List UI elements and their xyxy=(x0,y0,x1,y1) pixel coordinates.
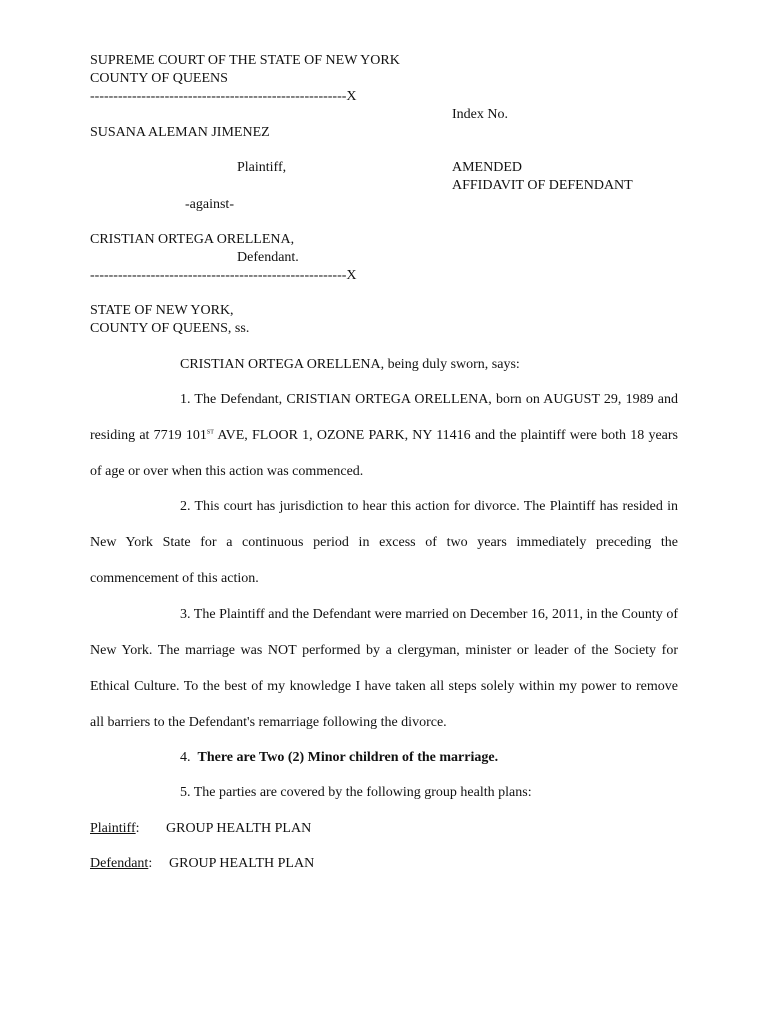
affiant-intro: CRISTIAN ORTEGA ORELLENA, being duly sworn, says: xyxy=(180,357,520,372)
document-title-amended: AMENDED xyxy=(452,160,522,175)
document-title: AFFIDAVIT OF DEFENDANT xyxy=(452,178,633,193)
paragraph-1-text-b: AVE, FLOOR 1, OZONE PARK, NY 11416 and the plaintiff were both 18 years of age or over when this action was commenced. xyxy=(90,428,678,479)
plaintiff-health-plan xyxy=(90,820,140,838)
plaintiff-role: Plaintiff, xyxy=(237,160,287,175)
plaintiff-plan-value: GROUP HEALTH PLAN xyxy=(166,821,312,836)
defendant-plan-value: GROUP HEALTH PLAN xyxy=(169,856,315,871)
plaintiff-name: SUSANA ALEMAN JIMENEZ xyxy=(90,125,270,140)
paragraph-4-number: 4. xyxy=(180,750,191,765)
venue-state: STATE OF NEW YORK, xyxy=(90,303,234,318)
paragraph-4-text: There are Two (2) Minor children of the marriage. xyxy=(197,750,499,765)
court-county: COUNTY OF QUEENS xyxy=(90,71,228,86)
defendant-role: Defendant. xyxy=(237,250,299,265)
ordinal-suffix: ST xyxy=(206,429,214,436)
plaintiff-plan-label: Plaintiff xyxy=(90,821,136,836)
paragraph-3-text: 3. The Plaintiff and the Defendant were married on December 16, 2011, in the County of New York. The marriage was NOT performed by a clergyman, minister or leader of the Society for Ethical Culture. To the best of my knowledge I have taken all steps solely within my power to remove all barriers to the Defendant's remarriage following the divorce. xyxy=(90,607,678,730)
defendant-plan-colon: : xyxy=(148,856,153,871)
venue-county: COUNTY OF QUEENS, ss. xyxy=(90,321,250,336)
paragraph-1 xyxy=(90,382,678,490)
paragraph-3 xyxy=(90,597,678,741)
against-label: -against- xyxy=(185,197,234,212)
court-name: SUPREME COURT OF THE STATE OF NEW YORK xyxy=(90,53,400,68)
defendant-health-plan xyxy=(90,855,152,873)
plaintiff-plan-colon: : xyxy=(135,821,140,836)
caption-rule-bottom: -------------------------------------------------------X xyxy=(90,268,357,283)
paragraph-4 xyxy=(180,749,498,767)
defendant-plan-label: Defendant xyxy=(90,856,149,871)
defendant-name: CRISTIAN ORTEGA ORELLENA, xyxy=(90,232,295,247)
paragraph-5: 5. The parties are covered by the following group health plans: xyxy=(180,785,532,800)
paragraph-1-text-a: 1. The Defendant, CRISTIAN ORTEGA ORELLENA, born on AUGUST 29, 1989 and residing at 7719 101 xyxy=(90,392,678,443)
index-number-label: Index No. xyxy=(452,107,508,122)
paragraph-2-text: 2. This court has jurisdiction to hear this action for divorce. The Plaintiff has resided in New York State for a continuous period in excess of two years immediately preceding the commencement of this action. xyxy=(90,499,678,586)
paragraph-2 xyxy=(90,489,678,597)
caption-rule-top: -------------------------------------------------------X xyxy=(90,89,357,104)
